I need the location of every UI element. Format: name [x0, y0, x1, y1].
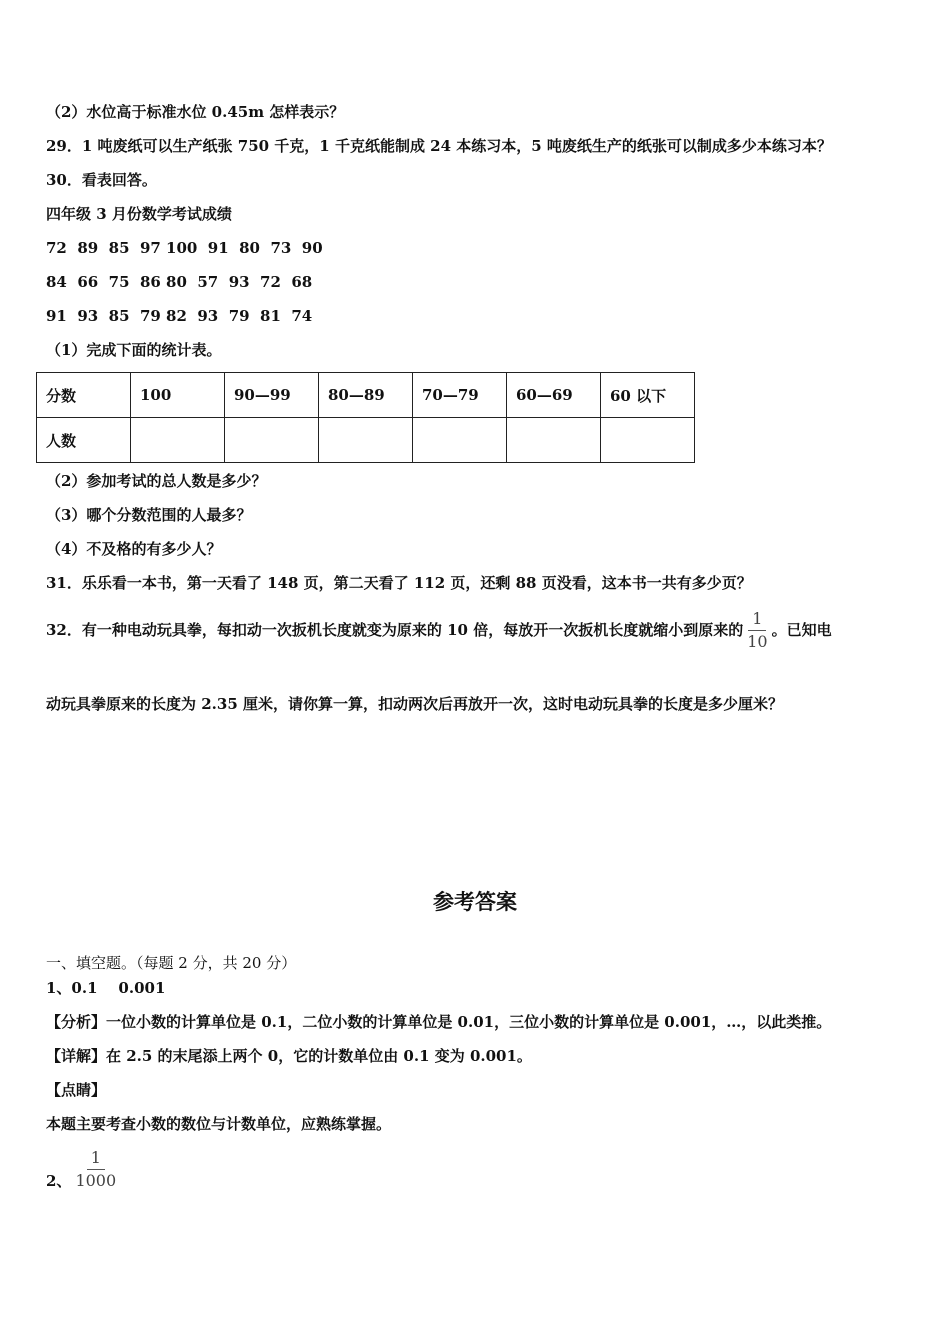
answer-1: 1、0.1 0.001 — [46, 979, 166, 997]
answers-heading: 参考答案 — [433, 890, 517, 914]
fraction-denominator: 10 — [747, 631, 768, 651]
table-header-cell: 100 — [131, 373, 225, 418]
q32-text-after: 。已知电 — [771, 621, 832, 639]
q30-part4: （4）不及格的有多少人？ — [46, 540, 222, 558]
q32-text-before: 32．有一种电动玩具拳，每扣动一次扳机长度就变为原来的 10 倍，每放开一次扳机长度就缩小到原来的 — [46, 621, 744, 639]
table-header-cell: 70—79 — [413, 373, 507, 418]
table-header-row — [37, 373, 695, 418]
answers-section-title: 一、填空题。（每题 2 分，共 20 分） — [46, 954, 297, 972]
table-empty-cell[interactable] — [601, 418, 695, 463]
table-empty-cell[interactable] — [413, 418, 507, 463]
answer-2 — [46, 1146, 120, 1192]
table-empty-cell[interactable] — [131, 418, 225, 463]
q30-title: 30．看表回答。 — [46, 171, 157, 189]
table-header-cell: 60 以下 — [601, 373, 695, 418]
table-row-count — [37, 418, 695, 463]
table-empty-cell[interactable] — [507, 418, 601, 463]
table-row-label: 人数 — [37, 418, 131, 463]
table-empty-cell[interactable] — [225, 418, 319, 463]
q30-part2: （2）参加考试的总人数是多少？ — [46, 472, 267, 490]
fraction-numerator: 1 — [87, 1149, 105, 1170]
q30-part1: （1）完成下面的统计表。 — [46, 341, 222, 359]
score-statistics-table — [36, 372, 695, 463]
table-header-cell: 分数 — [37, 373, 131, 418]
q30-part3: （3）哪个分数范围的人最多？ — [46, 506, 252, 524]
scores-row-3: 91 93 85 79 82 93 79 81 74 — [46, 307, 313, 325]
q32-line1 — [46, 608, 832, 652]
detail: 【详解】在 2.5 的末尾添上两个 0，它的计数单位由 0.1 变为 0.001。 — [46, 1047, 532, 1065]
table-header-cell: 80—89 — [319, 373, 413, 418]
summary: 本题主要考查小数的数位与计数单位，应熟练掌握。 — [46, 1115, 392, 1133]
table-header-cell: 90—99 — [225, 373, 319, 418]
scores-row-1: 72 89 85 97 100 91 80 73 90 — [46, 239, 323, 257]
q32-line2: 动玩具拳原来的长度为 2.35 厘米，请你算一算，扣动两次后再放开一次，这时电动玩具拳的长度是多少厘米？ — [46, 695, 783, 713]
table-empty-cell[interactable] — [319, 418, 413, 463]
fraction-numerator: 1 — [748, 610, 766, 631]
fraction-one-thousandth — [71, 1149, 120, 1190]
analysis: 【分析】一位小数的计算单位是 0.1，二位小数的计算单位是 0.01，三位小数的计算单位是 0.001，…，以此类推。 — [46, 1013, 832, 1031]
q28-part2: （2）水位高于标准水位 0.45m 怎样表示？ — [46, 103, 345, 121]
comment: 【点睛】 — [46, 1081, 107, 1099]
q31: 31．乐乐看一本书，第一天看了 148 页，第二天看了 112 页，还剩 88 页没看，这本书一共有多少页？ — [46, 574, 752, 592]
fraction-denominator: 1000 — [75, 1170, 117, 1190]
q29: 29．1 吨废纸可以生产纸张 750 千克，1 千克纸能制成 24 本练习本，5 吨废纸生产的纸张可以制成多少本练习本？ — [46, 137, 832, 155]
table-header-cell: 60—69 — [507, 373, 601, 418]
q30-subtitle: 四年级 3 月份数学考试成绩 — [46, 205, 232, 223]
fraction-one-tenth — [743, 610, 771, 651]
answer-2-label: 2、 — [46, 1172, 72, 1190]
scores-row-2: 84 66 75 86 80 57 93 72 68 — [46, 273, 313, 291]
